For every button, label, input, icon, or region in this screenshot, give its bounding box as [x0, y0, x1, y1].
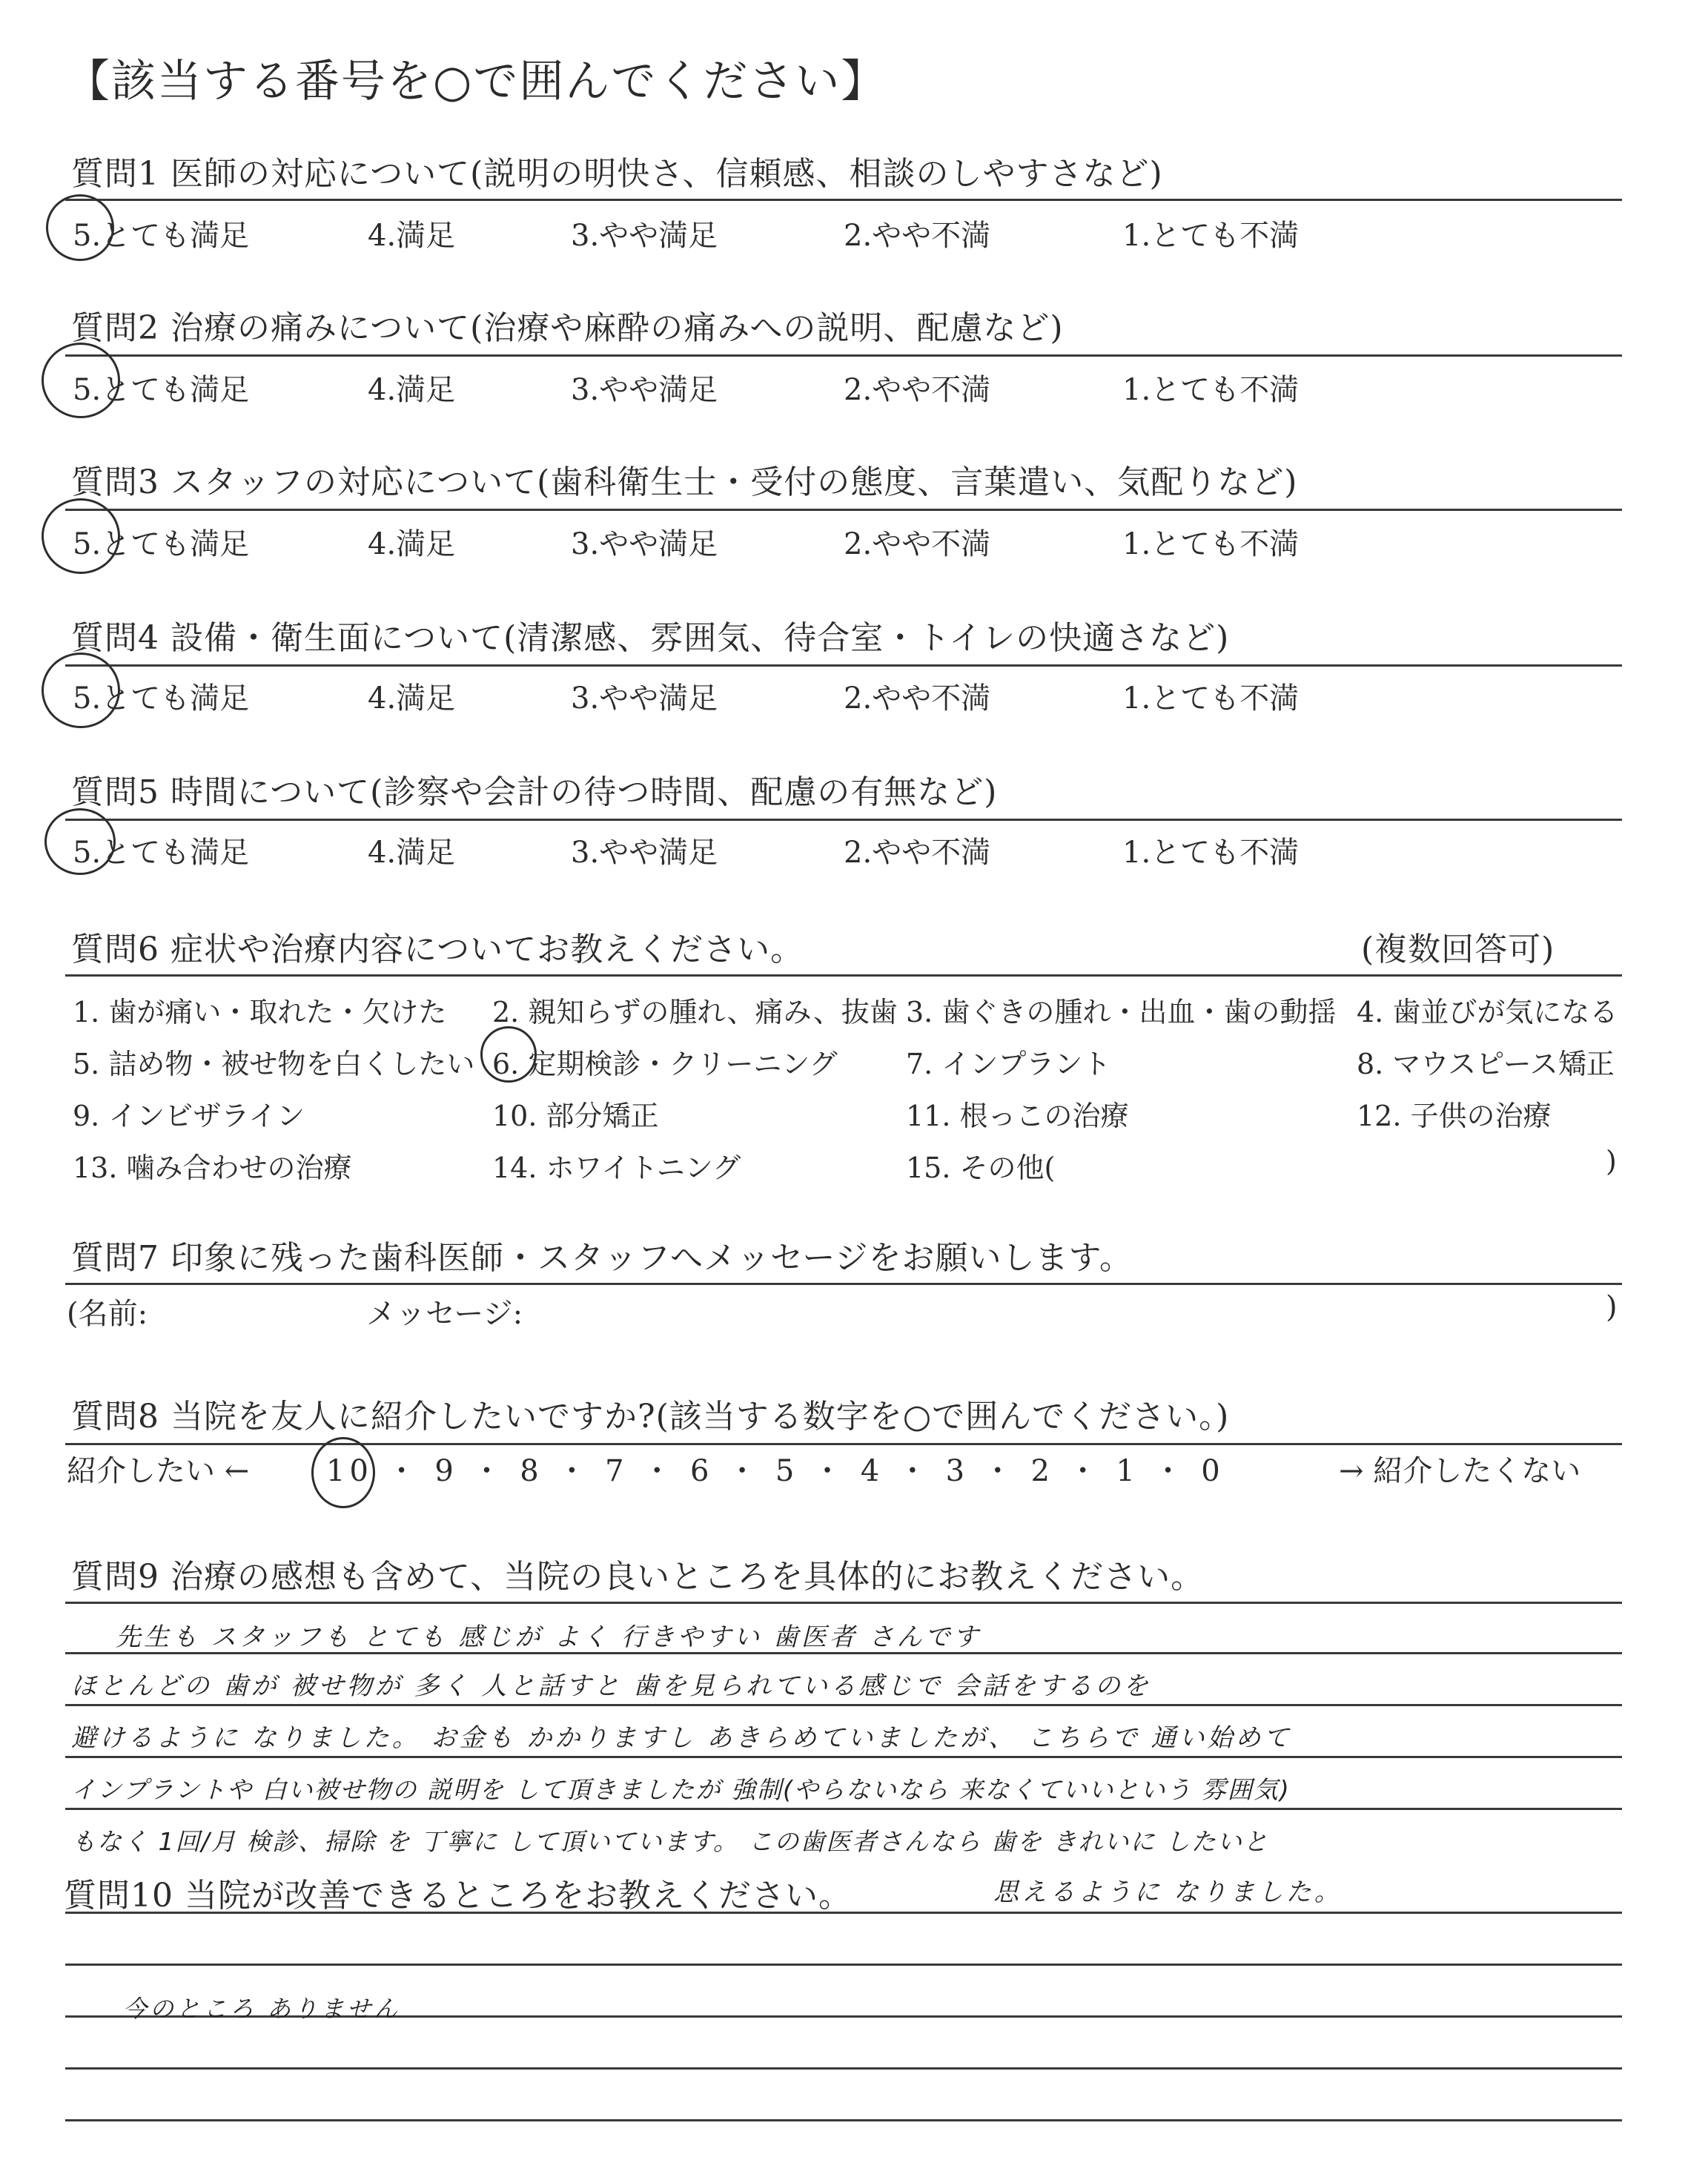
question-9-title: 質問9 治療の感想も含めて、当院の良いところを具体的にお教えください。	[71, 1558, 1205, 1596]
q3-selection-circle	[42, 498, 120, 574]
q10-rule-5	[65, 2119, 1622, 2121]
q1-option-5[interactable]: 5.とても満足	[73, 219, 250, 253]
q1-option-2[interactable]: 2.やや不満	[844, 219, 991, 253]
q7-close-paren: )	[1606, 1290, 1618, 1324]
q9-answer-line-6: 思えるように なりました。	[993, 1877, 1343, 1907]
q5-option-1[interactable]: 1.とても不満	[1122, 836, 1300, 870]
question-4-title: 質問4 設備・衛生面について(清潔感、雰囲気、待合室・トイレの快適さなど)	[71, 619, 1230, 657]
q6-item-6[interactable]: 6. 定期検診・クリーニング	[492, 1048, 838, 1080]
q6-item-15[interactable]: 15. その他(	[906, 1152, 1056, 1184]
question-8-rule	[65, 1443, 1622, 1445]
q3-option-3[interactable]: 3.やや満足	[571, 527, 718, 561]
q6-item-8[interactable]: 8. マウスピース矯正	[1357, 1048, 1615, 1080]
q9-answer-line-2: ほとんどの 歯が 被せ物が 多く 人と話すと 歯を見られている感じで 会話をするのを	[71, 1671, 1151, 1701]
question-6-rule	[65, 974, 1622, 977]
q6-item-14[interactable]: 14. ホワイトニング	[492, 1152, 741, 1184]
q7-message-label: メッセージ:	[366, 1297, 523, 1331]
q2-option-4[interactable]: 4.満足	[368, 373, 456, 407]
question-1-title: 質問1 医師の対応について(説明の明快さ、信頼感、相談のしやすさなど)	[71, 155, 1163, 193]
question-5-title: 質問5 時間について(診察や会計の待つ時間、配慮の有無など)	[71, 773, 998, 811]
q2-option-5[interactable]: 5.とても満足	[73, 373, 250, 407]
q2-option-2[interactable]: 2.やや不満	[844, 373, 991, 407]
q10-rule-1	[65, 1912, 1622, 1914]
q1-option-1[interactable]: 1.とても不満	[1122, 219, 1300, 253]
q6-item-5[interactable]: 5. 詰め物・被せ物を白くしたい	[73, 1048, 475, 1080]
question-6-note: (複数回答可)	[1361, 931, 1555, 968]
question-7-rule	[65, 1283, 1622, 1285]
question-1-rule	[65, 199, 1622, 201]
q10-rule-4	[65, 2067, 1622, 2070]
q4-option-5[interactable]: 5.とても満足	[73, 681, 250, 716]
q3-option-1[interactable]: 1.とても不満	[1122, 527, 1300, 561]
q1-option-3[interactable]: 3.やや満足	[571, 219, 718, 253]
q9-rule-5	[65, 1808, 1622, 1810]
q6-selection-circle	[480, 1026, 537, 1083]
q6-item-15-close: )	[1606, 1145, 1617, 1178]
q2-option-1[interactable]: 1.とても不満	[1122, 373, 1300, 407]
q9-rule-1	[65, 1602, 1622, 1604]
q4-option-1[interactable]: 1.とても不満	[1122, 681, 1300, 716]
question-4-rule	[65, 664, 1622, 667]
q2-option-3[interactable]: 3.やや満足	[571, 373, 718, 407]
question-3-title: 質問3 スタッフの対応について(歯科衛生士・受付の態度、言葉遣い、気配りなど)	[71, 463, 1298, 501]
question-7-title: 質問7 印象に残った歯科医師・スタッフへメッセージをお願いします。	[71, 1239, 1133, 1277]
question-2-title: 質問2 治療の痛みについて(治療や麻酔の痛みへの説明、配慮など)	[71, 309, 1064, 347]
q6-item-9[interactable]: 9. インビザライン	[73, 1100, 305, 1132]
q6-item-3[interactable]: 3. 歯ぐきの腫れ・出血・歯の動揺	[906, 996, 1337, 1028]
q5-option-3[interactable]: 3.やや満足	[571, 836, 718, 870]
q6-item-13[interactable]: 13. 噛み合わせの治療	[73, 1152, 352, 1184]
form-header: 【該当する番号を○で囲んでください】	[65, 56, 887, 108]
q4-option-3[interactable]: 3.やや満足	[571, 681, 718, 716]
question-5-rule	[65, 819, 1622, 821]
q8-selection-circle	[311, 1437, 375, 1508]
q3-option-4[interactable]: 4.満足	[368, 527, 456, 561]
q3-option-2[interactable]: 2.やや不満	[844, 527, 991, 561]
question-10-title: 質問10 当院が改善できるところをお教えください。	[64, 1877, 852, 1915]
q6-item-12[interactable]: 12. 子供の治療	[1357, 1100, 1552, 1132]
q6-item-1[interactable]: 1. 歯が痛い・取れた・欠けた	[73, 996, 447, 1028]
q10-answer: 今のところ ありません	[123, 1995, 401, 2023]
q6-item-2[interactable]: 2. 親知らずの腫れ、痛み、抜歯	[492, 996, 898, 1028]
q1-selection-circle	[46, 194, 114, 261]
q6-item-11[interactable]: 11. 根っこの治療	[906, 1100, 1129, 1132]
q4-selection-circle	[42, 653, 120, 728]
q5-option-2[interactable]: 2.やや不満	[844, 836, 991, 870]
q6-item-4[interactable]: 4. 歯並びが気になる	[1357, 996, 1618, 1028]
q3-option-5[interactable]: 5.とても満足	[73, 527, 250, 561]
q2-selection-circle	[42, 343, 120, 418]
q9-rule-4	[65, 1756, 1622, 1758]
q5-option-5[interactable]: 5.とても満足	[73, 836, 250, 870]
q5-option-4[interactable]: 4.満足	[368, 836, 456, 870]
q9-answer-line-4: インプラントや 白い被せ物の 説明を して頂きましたが 強制(やらないなら 来なくていいという 雰囲気)	[71, 1775, 1291, 1804]
q7-name-label: (名前:	[67, 1297, 148, 1331]
q10-rule-2	[65, 1964, 1622, 1966]
q8-scale[interactable]: 10 ・ 9 ・ 8 ・ 7 ・ 6 ・ 5 ・ 4 ・ 3 ・ 2 ・ 1 ・ 0	[326, 1454, 1225, 1488]
q8-left-label: 紹介したい ←	[67, 1454, 250, 1488]
question-2-rule	[65, 354, 1622, 357]
q9-answer-line-3: 避けるように なりました。 お金も かかりますし あきらめていましたが、 こちらで 通い始めて	[71, 1723, 1292, 1753]
question-6-title: 質問6 症状や治療内容についてお教えください。	[71, 931, 804, 968]
q4-option-2[interactable]: 2.やや不満	[844, 681, 991, 716]
q4-option-4[interactable]: 4.満足	[368, 681, 456, 716]
q9-answer-line-1: 先生も スタッフも とても 感じが よく 行きやすい 歯医者 さんです	[116, 1622, 982, 1652]
q1-option-4[interactable]: 4.満足	[368, 219, 456, 253]
q9-rule-3	[65, 1704, 1622, 1706]
q5-selection-circle	[44, 808, 116, 875]
q6-item-10[interactable]: 10. 部分矯正	[492, 1100, 659, 1132]
q8-right-label: → 紹介したくない	[1339, 1454, 1581, 1488]
question-3-rule	[65, 509, 1622, 511]
q9-answer-line-5: もなく 1回/月 検診、掃除 を 丁寧に して頂いています。 この歯医者さんなら 歯を きれいに したいと	[71, 1827, 1269, 1856]
question-8-title: 質問8 当院を友人に紹介したいですか?(該当する数字を○で囲んでください。)	[71, 1398, 1230, 1436]
q6-item-7[interactable]: 7. インプラント	[906, 1048, 1111, 1080]
